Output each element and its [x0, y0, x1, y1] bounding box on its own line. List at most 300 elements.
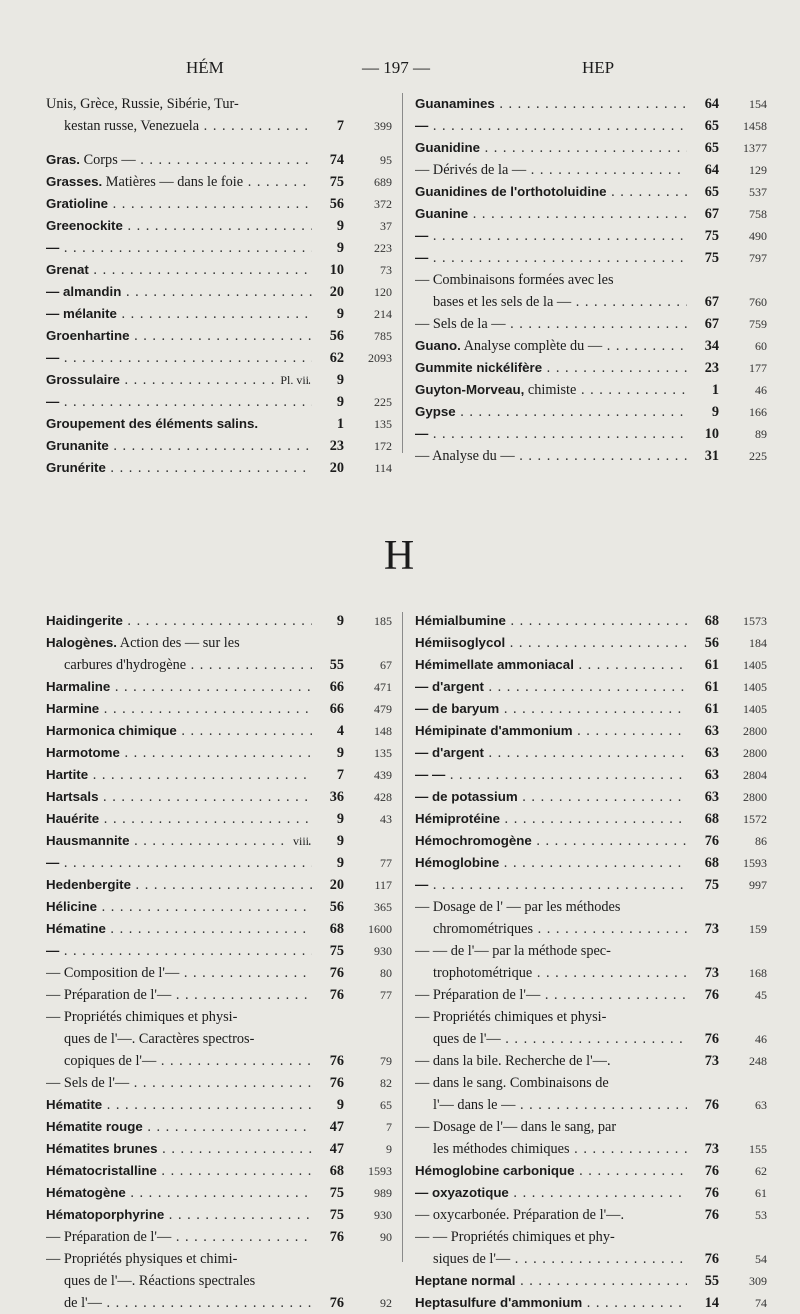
- index-entry: [46, 984, 392, 1006]
- entry-title: [46, 391, 312, 413]
- volume-number: 23: [329, 438, 344, 454]
- index-entry: [415, 1050, 767, 1072]
- page-ref: 61: [755, 1186, 767, 1200]
- entry-title: [46, 413, 312, 435]
- page-ref: 2800: [743, 746, 767, 760]
- index-entry: [46, 93, 392, 115]
- entry-term: Gummite nickélifère: [415, 360, 543, 375]
- entry-text: ques de l'—. Réactions spectrales: [64, 1273, 256, 1289]
- spacer: [46, 137, 392, 149]
- page-ref: 2093: [368, 351, 392, 365]
- entry-title: [46, 786, 312, 808]
- volume-number: 75: [329, 1207, 344, 1223]
- volume-number: 74: [329, 152, 344, 168]
- index-entry: [415, 225, 767, 247]
- index-entry: [46, 720, 392, 742]
- entry-term: Guanine: [415, 206, 469, 221]
- section-letter: H: [383, 533, 417, 579]
- entry-title: [46, 281, 312, 303]
- volume-number: 68: [704, 613, 719, 629]
- entry-term: —: [46, 350, 60, 365]
- volume-number: 9: [336, 833, 344, 849]
- entry-text: — Combinaisons formées avec les: [415, 272, 614, 288]
- volume-number: 75: [329, 943, 344, 959]
- entry-title: [415, 335, 687, 357]
- volume-number: 76: [704, 1207, 719, 1223]
- index-entry: [415, 984, 767, 1006]
- entry-title: [415, 423, 687, 445]
- entry-title: [433, 291, 687, 313]
- page-ref: 797: [749, 251, 767, 265]
- entry-title: [64, 115, 312, 137]
- entry-text: trophotométrique: [433, 965, 533, 981]
- page-ref: 758: [749, 207, 767, 221]
- volume-number: 63: [704, 767, 719, 783]
- entry-title: [415, 742, 687, 764]
- entry-term: Hémialbumine: [415, 613, 506, 628]
- entry-title: [46, 896, 312, 918]
- volume-number: 68: [704, 855, 719, 871]
- volume-number: 9: [336, 1097, 344, 1113]
- entry-term: Heptasulfure d'ammonium: [415, 1295, 583, 1310]
- entry-title: [46, 984, 312, 1006]
- index-entry: [46, 237, 392, 259]
- entry-term: Hématoporphyrine: [46, 1207, 165, 1222]
- page-ref: 45: [755, 988, 767, 1002]
- page-ref: 248: [749, 1054, 767, 1068]
- column-divider-top: [402, 93, 403, 453]
- volume-number: 76: [329, 965, 344, 981]
- entry-term: Hémiisoglycol: [415, 635, 506, 650]
- page-ref: 1377: [743, 141, 767, 155]
- volume-number: 14: [704, 1295, 719, 1311]
- volume-number: 66: [329, 701, 344, 717]
- index-entry: [46, 1116, 392, 1138]
- entry-text: — — Propriétés chimiques et phy-: [415, 1229, 615, 1245]
- entry-title: [64, 1292, 312, 1314]
- volume-number: 73: [704, 1053, 719, 1069]
- volume-number: 47: [329, 1141, 344, 1157]
- entry-title: [415, 830, 687, 852]
- volume-number: 10: [329, 262, 344, 278]
- page-ref: 185: [374, 614, 392, 628]
- page-ref: 372: [374, 197, 392, 211]
- entry-title: [46, 193, 312, 215]
- entry-title: [46, 1116, 312, 1138]
- entry-title: [415, 1050, 687, 1072]
- entry-title: [415, 984, 687, 1006]
- entry-title: [46, 1204, 312, 1226]
- index-entry: [415, 203, 767, 225]
- volume-number: 75: [704, 250, 719, 266]
- entry-term: —: [415, 118, 429, 133]
- entry-term: Hélicine: [46, 899, 97, 914]
- entry-term: Hématocristalline: [46, 1163, 157, 1178]
- entry-title: [433, 1028, 687, 1050]
- entry-title: [415, 654, 687, 676]
- volume-number: 1: [336, 416, 344, 432]
- entry-title: [415, 874, 687, 896]
- volume-number: 20: [329, 284, 344, 300]
- entry-text: Matières — dans le foie: [105, 174, 244, 190]
- page-number: — 197 —: [362, 58, 430, 77]
- page-ref: 177: [749, 361, 767, 375]
- volume-number: 56: [329, 899, 344, 915]
- volume-number: 76: [704, 1163, 719, 1179]
- entry-title: [415, 203, 687, 225]
- index-entry: [46, 369, 392, 391]
- entry-term: Guano.: [415, 338, 461, 353]
- entry-title: [415, 764, 687, 786]
- page-ref: 997: [749, 878, 767, 892]
- entry-title: [415, 698, 687, 720]
- entry-text: bases et les sels de la —: [433, 294, 572, 310]
- volume-number: 67: [704, 294, 719, 310]
- index-entry: [415, 786, 767, 808]
- volume-number: 31: [704, 448, 719, 464]
- entry-term: — —: [415, 767, 446, 782]
- entry-term: Grunanite: [46, 438, 109, 453]
- volume-number: 36: [329, 789, 344, 805]
- entry-term: — mélanite: [46, 306, 117, 321]
- index-entry: [415, 445, 767, 467]
- volume-number: 76: [704, 987, 719, 1003]
- page-ref: 82: [380, 1076, 392, 1090]
- page-ref: 168: [749, 966, 767, 980]
- volume-number: 9: [336, 218, 344, 234]
- page-ref: 7: [386, 1120, 392, 1134]
- entry-text: — Sels de l'—: [46, 1075, 130, 1091]
- index-entry: [415, 1160, 767, 1182]
- volume-number: 4: [336, 723, 344, 739]
- entry-title: [64, 654, 312, 676]
- entry-title: [46, 435, 312, 457]
- entry-title: [46, 1182, 312, 1204]
- index-entry: [415, 357, 767, 379]
- entry-text: — Préparation de l'—: [415, 987, 541, 1003]
- page-ref: 1458: [743, 119, 767, 133]
- index-entry: [415, 269, 767, 291]
- entry-term: Harmaline: [46, 679, 111, 694]
- entry-title: [46, 1006, 312, 1028]
- entry-term: — de baryum: [415, 701, 500, 716]
- entry-term: — d'argent: [415, 745, 484, 760]
- entry-title: [46, 1138, 312, 1160]
- index-entry: [415, 181, 767, 203]
- entry-text: — — de l'— par la méthode spec-: [415, 943, 611, 959]
- entry-term: Hématite: [46, 1097, 103, 1112]
- page-ref: 214: [374, 307, 392, 321]
- entry-title: [46, 1160, 312, 1182]
- volume-number: 34: [704, 338, 719, 354]
- page-ref: 46: [755, 1032, 767, 1046]
- page-ref: 759: [749, 317, 767, 331]
- entry-title: [46, 369, 312, 391]
- entry-title: [415, 1292, 687, 1314]
- page-ref: 114: [374, 461, 392, 475]
- index-entry: [46, 193, 392, 215]
- page-ref: 537: [749, 185, 767, 199]
- entry-title: [64, 1270, 312, 1292]
- volume-number: 68: [704, 811, 719, 827]
- index-entry: [415, 1248, 767, 1270]
- index-entry: [46, 115, 392, 137]
- volume-number: 23: [704, 360, 719, 376]
- index-entry: [46, 632, 392, 654]
- index-entry: [46, 1006, 392, 1028]
- page-ref: 135: [374, 417, 392, 431]
- entry-title: [415, 632, 687, 654]
- index-entry: [46, 215, 392, 237]
- entry-title: [415, 247, 687, 269]
- volume-number: 76: [704, 1251, 719, 1267]
- index-entry: [415, 93, 767, 115]
- index-entry: [46, 303, 392, 325]
- index-entry: [415, 335, 767, 357]
- entry-term: Harmine: [46, 701, 100, 716]
- entry-term: Hémiprotéine: [415, 811, 500, 826]
- entry-title: [415, 610, 687, 632]
- entry-title: [46, 852, 312, 874]
- entry-term: Hémochromogène: [415, 833, 532, 848]
- index-column-top-right: [415, 93, 767, 467]
- index-entry: [46, 918, 392, 940]
- index-entry: [46, 281, 392, 303]
- index-entry: [46, 1050, 392, 1072]
- entry-title: [415, 401, 687, 423]
- page-ref: 120: [374, 285, 392, 299]
- volume-number: 63: [704, 723, 719, 739]
- index-entry: [415, 874, 767, 896]
- entry-text: de l'—: [64, 1295, 102, 1311]
- entry-title: [415, 852, 687, 874]
- page-ref: 60: [755, 339, 767, 353]
- entry-text: — Préparation de l'—: [46, 987, 172, 1003]
- page-ref: 1405: [743, 658, 767, 672]
- page-ref: 155: [749, 1142, 767, 1156]
- entry-title: [415, 115, 687, 137]
- entry-term: Hématites brunes: [46, 1141, 158, 1156]
- page-ref: 439: [374, 768, 392, 782]
- page-ref: 154: [749, 97, 767, 111]
- entry-text: ques de l'—. Caractères spectros-: [64, 1031, 255, 1047]
- entry-title: [46, 347, 312, 369]
- page-ref: 1593: [368, 1164, 392, 1178]
- entry-term: —: [46, 855, 60, 870]
- page-ref: 365: [374, 900, 392, 914]
- entry-term: —: [46, 394, 60, 409]
- entry-text: — Composition de l'—: [46, 965, 180, 981]
- page-ref: 1600: [368, 922, 392, 936]
- entry-title: [46, 303, 312, 325]
- entry-title: [433, 1094, 687, 1116]
- entry-title: [433, 918, 687, 940]
- page-ref: 930: [374, 944, 392, 958]
- entry-text: siques de l'—: [433, 1251, 511, 1267]
- page-ref: 1593: [743, 856, 767, 870]
- volume-number: 7: [336, 118, 344, 134]
- index-entry: [46, 830, 392, 852]
- volume-number: 76: [704, 1031, 719, 1047]
- page-ref: 1572: [743, 812, 767, 826]
- page-ref: 309: [749, 1274, 767, 1288]
- entry-title: [415, 313, 687, 335]
- entry-term: —: [46, 943, 60, 958]
- entry-term: Guyton-Morveau,: [415, 382, 525, 397]
- entry-title: [415, 137, 687, 159]
- entry-text: — dans la bile. Recherche de l'—.: [415, 1053, 611, 1069]
- entry-title: [415, 445, 687, 467]
- entry-term: Greenockite: [46, 218, 123, 233]
- index-column-top-left: [46, 93, 392, 479]
- entry-text: — Sels de la —: [415, 316, 506, 332]
- entry-title: [46, 874, 312, 896]
- entry-title: [46, 457, 312, 479]
- volume-number: 65: [704, 118, 719, 134]
- entry-title: [433, 962, 687, 984]
- page-ref: 79: [380, 1054, 392, 1068]
- page-ref: 930: [374, 1208, 392, 1222]
- entry-title: [46, 830, 312, 852]
- entry-term: Heptane normal: [415, 1273, 516, 1288]
- entry-term: — oxyazotique: [415, 1185, 509, 1200]
- page-ref: 89: [755, 427, 767, 441]
- entry-title: [415, 720, 687, 742]
- volume-number: 9: [336, 394, 344, 410]
- page-ref: 37: [380, 219, 392, 233]
- index-entry: [46, 1204, 392, 1226]
- index-entry: [46, 325, 392, 347]
- entry-text: — Dosage de l'— dans le sang, par: [415, 1119, 617, 1135]
- page-ref: 166: [749, 405, 767, 419]
- volume-number: 64: [704, 162, 719, 178]
- page-ref: 62: [755, 1164, 767, 1178]
- entry-title: [46, 237, 312, 259]
- page-ref: 9: [386, 1142, 392, 1156]
- entry-title: [433, 1248, 687, 1270]
- index-entry: [46, 1138, 392, 1160]
- page-ref: 1405: [743, 702, 767, 716]
- entry-title: [415, 181, 687, 203]
- entry-term: Hémimellate ammoniacal: [415, 657, 574, 672]
- entry-text: copiques de l'—: [64, 1053, 157, 1069]
- volume-number: 55: [329, 657, 344, 673]
- page-ref: 73: [380, 263, 392, 277]
- entry-text: Analyse complète du —: [463, 338, 603, 354]
- page-ref: 428: [374, 790, 392, 804]
- index-entry: [46, 391, 392, 413]
- entry-text: carbures d'hydrogène: [64, 657, 187, 673]
- entry-term: Gras.: [46, 152, 81, 167]
- entry-title: [415, 269, 687, 291]
- page-ref: 43: [380, 812, 392, 826]
- index-entry: [46, 1226, 392, 1248]
- entry-term: Guanidine: [415, 140, 481, 155]
- entry-term: — almandin: [46, 284, 122, 299]
- volume-number: 10: [704, 426, 719, 442]
- volume-number: 20: [329, 460, 344, 476]
- column-divider-bottom: [402, 612, 403, 1262]
- index-entry: [46, 610, 392, 632]
- index-entry: [415, 962, 767, 984]
- entry-title: [415, 1182, 687, 1204]
- entry-term: Hématine: [46, 921, 106, 936]
- volume-number: 20: [329, 877, 344, 893]
- entry-title: [415, 159, 687, 181]
- index-entry: [415, 1226, 767, 1248]
- entry-title: [415, 1116, 687, 1138]
- volume-number: 66: [329, 679, 344, 695]
- entry-term: — d'argent: [415, 679, 484, 694]
- page-ref: 989: [374, 1186, 392, 1200]
- page-ref: 129: [749, 163, 767, 177]
- index-entry: [46, 940, 392, 962]
- entry-title: [46, 962, 312, 984]
- index-entry: [415, 1072, 767, 1094]
- entry-title: [415, 379, 687, 401]
- entry-term: —: [415, 426, 429, 441]
- index-entry: [46, 149, 392, 171]
- volume-number: 76: [329, 1075, 344, 1091]
- volume-number: 9: [336, 811, 344, 827]
- volume-number: 67: [704, 316, 719, 332]
- index-entry: [46, 1248, 392, 1270]
- volume-number: 7: [336, 767, 344, 783]
- entry-term: Grasses.: [46, 174, 103, 189]
- volume-number: 76: [704, 1185, 719, 1201]
- page-ref: 53: [755, 1208, 767, 1222]
- entry-title: [46, 610, 312, 632]
- index-entry: [415, 313, 767, 335]
- entry-text: ques de l'—: [433, 1031, 501, 1047]
- entry-term: Hémoglobine carbonique: [415, 1163, 575, 1178]
- volume-number: 61: [704, 657, 719, 673]
- index-entry: [415, 896, 767, 918]
- index-entry: [415, 918, 767, 940]
- entry-text: — Propriétés chimiques et physi-: [415, 1009, 607, 1025]
- index-entry: [415, 137, 767, 159]
- volume-number: 56: [329, 196, 344, 212]
- page-ref: 785: [374, 329, 392, 343]
- index-entry: [46, 808, 392, 830]
- page-ref: 225: [749, 449, 767, 463]
- entry-term: Halogènes.: [46, 635, 117, 650]
- entry-term: Guanamines: [415, 96, 495, 111]
- entry-title: [415, 1160, 687, 1182]
- index-entry: [415, 808, 767, 830]
- index-entry: [46, 435, 392, 457]
- index-entry: [46, 1028, 392, 1050]
- index-entry: [415, 1270, 767, 1292]
- index-entry: [415, 940, 767, 962]
- index-entry: [46, 1292, 392, 1314]
- entry-title: [46, 1094, 312, 1116]
- volume-number: 68: [329, 1163, 344, 1179]
- page-ref: 2800: [743, 790, 767, 804]
- entry-term: Harmonica chimique: [46, 723, 177, 738]
- entry-title: [46, 720, 312, 742]
- entry-title: [415, 676, 687, 698]
- volume-number: 9: [336, 372, 344, 388]
- page-ref: 399: [374, 119, 392, 133]
- volume-number: 68: [329, 921, 344, 937]
- entry-title: [46, 918, 312, 940]
- volume-number: 47: [329, 1119, 344, 1135]
- index-entry: [46, 852, 392, 874]
- entry-text: l'— dans le —: [433, 1097, 516, 1113]
- index-entry: [415, 401, 767, 423]
- page-ref: 760: [749, 295, 767, 309]
